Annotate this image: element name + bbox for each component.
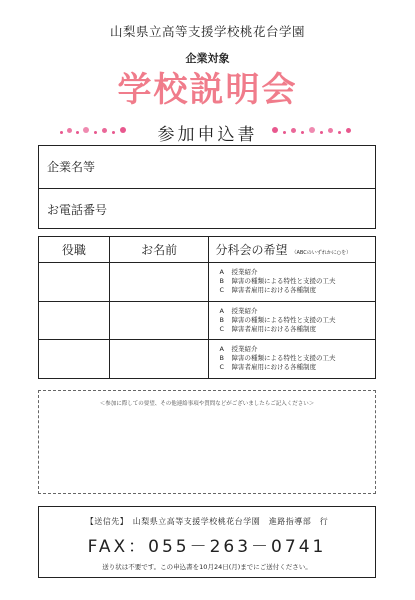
option-text: 授業紹介 [231, 345, 258, 354]
school-name: 山梨県立高等支援学校桃花台学園 [109, 24, 305, 39]
option-letter: C [219, 363, 225, 372]
form-title-row [0, 118, 415, 145]
form-title: 参加申込書 [157, 125, 258, 145]
option-letter: A [219, 268, 224, 277]
contact-box [38, 506, 376, 578]
company-name-label: 企業名等 [47, 160, 96, 174]
fax-number: FAX：055－263－0741 [87, 537, 327, 557]
session-option-b [219, 277, 375, 286]
deadline-note: 送り状は不要です。この申込書を10月24日(月)までにご送付ください。 [102, 563, 312, 571]
session-option-b [219, 316, 375, 325]
name-header: お名前 [109, 237, 209, 263]
option-text: 障害者雇用における各種制度 [231, 286, 316, 295]
comments-box[interactable] [38, 390, 376, 494]
session-header [209, 237, 376, 263]
table-row [39, 340, 376, 379]
session-option-a [219, 268, 375, 277]
event-headline: 学校説明会 [117, 70, 298, 110]
table-row [39, 301, 376, 340]
target-audience: 企業対象 [185, 52, 230, 65]
name-cell[interactable] [109, 340, 209, 379]
dot [328, 128, 333, 133]
option-letter: B [219, 315, 224, 324]
decorative-dots-right [272, 126, 357, 138]
dot [272, 127, 278, 133]
session-options-cell[interactable] [209, 263, 376, 302]
dot [283, 131, 286, 134]
option-letter: C [219, 286, 225, 295]
dot [291, 128, 296, 133]
company-info-box [38, 145, 376, 229]
session-header-note: （ABCのいずれかに○を） [291, 250, 352, 256]
dot [301, 131, 304, 134]
option-letter: A [219, 345, 224, 354]
role-cell[interactable] [39, 301, 110, 340]
phone-field[interactable] [39, 188, 375, 230]
send-to-line: 【送信先】 山梨県立高等支援学校桃花台学園 進路指導部 行 [85, 517, 329, 526]
option-letter: A [219, 306, 224, 315]
role-cell[interactable] [39, 263, 110, 302]
company-name-field[interactable] [39, 146, 375, 188]
option-text: 障害の種類による特性と支援の工夫 [231, 315, 336, 324]
option-text: 障害の種類による特性と支援の工夫 [231, 354, 336, 363]
session-option-b [219, 354, 375, 363]
session-option-a [219, 345, 375, 354]
table-row [39, 263, 376, 302]
dot [309, 127, 315, 133]
session-options-cell[interactable] [209, 301, 376, 340]
option-letter: B [219, 354, 224, 363]
option-text: 障害者雇用における各種制度 [231, 363, 316, 372]
dot [320, 131, 323, 134]
option-text: 障害の種類による特性と支援の工夫 [231, 277, 336, 286]
attendee-table-header [39, 237, 376, 263]
dot [338, 131, 341, 134]
session-option-c [219, 286, 375, 295]
role-header: 役職 [39, 237, 110, 263]
name-cell[interactable] [109, 301, 209, 340]
attendee-table [38, 236, 376, 379]
session-option-a [219, 307, 375, 316]
session-options-cell[interactable] [209, 340, 376, 379]
option-text: 授業紹介 [231, 268, 258, 277]
session-option-c [219, 363, 375, 372]
session-header-label: 分科会の希望 [215, 243, 288, 257]
name-cell[interactable] [109, 263, 209, 302]
comments-hint: ＜参加に際しての要望、その他連絡事項や質問などがございましたらご記入ください＞ [99, 401, 315, 407]
option-letter: C [219, 324, 225, 333]
option-letter: B [219, 277, 224, 286]
dot [346, 128, 351, 133]
role-cell[interactable] [39, 340, 110, 379]
session-option-c [219, 325, 375, 334]
option-text: 授業紹介 [231, 306, 258, 315]
phone-label: お電話番号 [47, 203, 108, 217]
option-text: 障害者雇用における各種制度 [231, 324, 316, 333]
